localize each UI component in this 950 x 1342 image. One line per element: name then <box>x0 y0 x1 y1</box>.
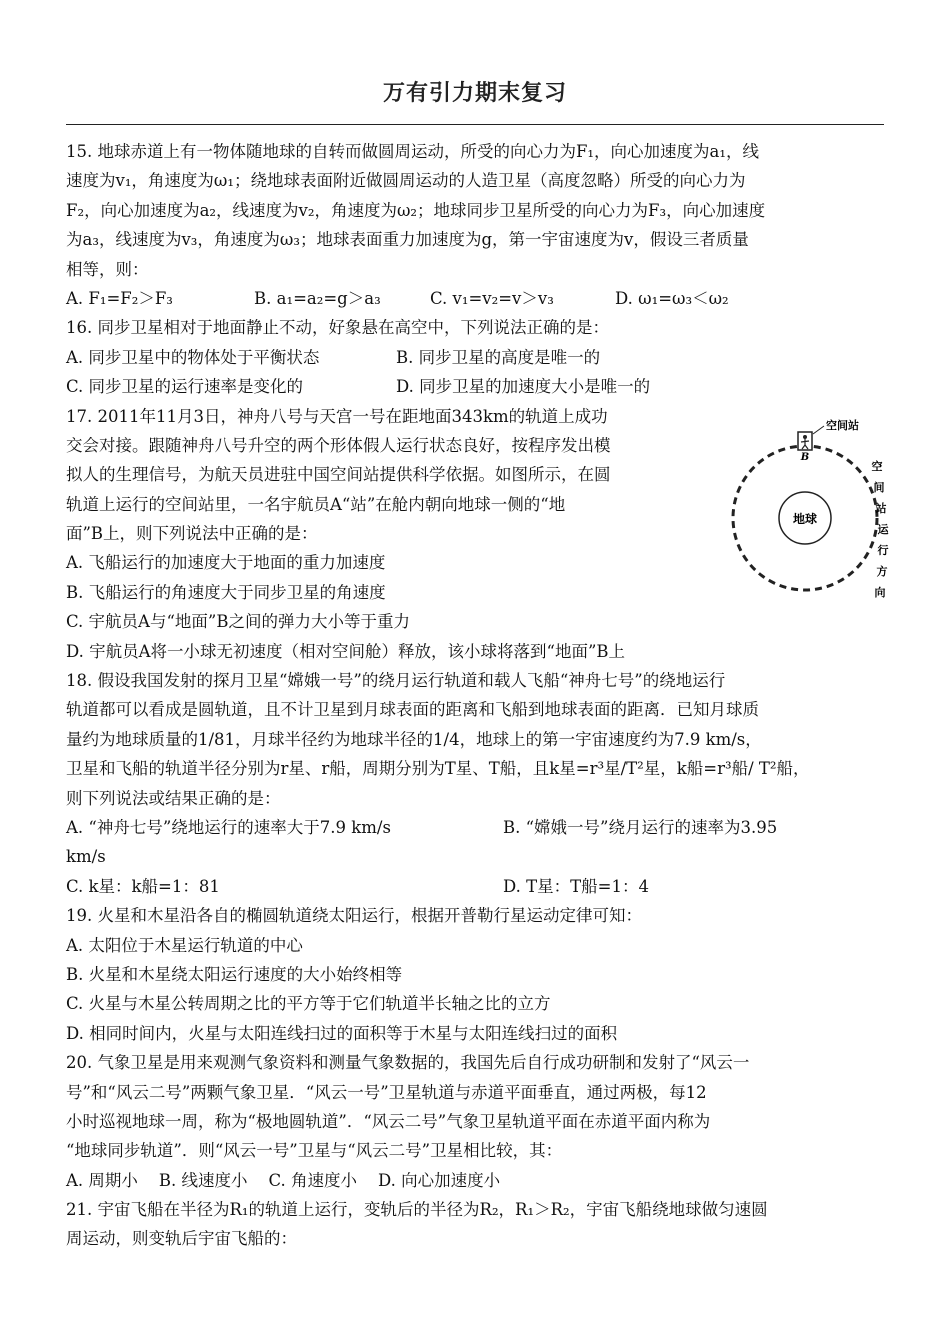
direction-char: 行 <box>877 544 889 557</box>
page-title: 万有引力期末复习 <box>382 81 567 106</box>
q15-option-b: B. a₁=a₂=g＞a₃ <box>254 288 381 308</box>
q18-option-d: D. T星：T船=1：4 <box>503 876 649 896</box>
q21-stem-line: 周运动，则变轨后宇宙飞船的： <box>66 1229 297 1249</box>
q16-option-b: B. 同步卫星的高度是唯一的 <box>396 347 601 367</box>
q18-stem-line: 则下列说法或结果正确的是： <box>66 788 281 808</box>
q20-stem-line: 20. 气象卫星是用来观测气象资料和测量气象数据的，我国先后自行成功研制和发射了“风云一 <box>66 1053 750 1073</box>
station-leader-line <box>813 426 824 434</box>
q15-options <box>66 284 884 313</box>
q18-option-b-continued: km/s <box>66 847 106 867</box>
station-label: 空间站 <box>826 419 859 432</box>
question-list <box>66 137 884 1254</box>
q19-stem: 19. 火星和木星沿各自的椭圆轨道绕太阳运行，根据开普勒行星运动定律可知： <box>66 906 642 926</box>
q17-stem-line: 交会对接。跟随神舟八号升空的两个形体假人运行状态良好，按程序发出模 <box>66 435 611 455</box>
q18-option-c: C. k星：k船=1：81 <box>66 876 220 896</box>
q17-stem-line: 17. 2011年11月3日，神舟八号与天宫一号在距地面343km的轨道上成功 <box>66 406 608 426</box>
q19-option-c: C. 火星与木星公转周期之比的平方等于它们轨道半长轴之比的立方 <box>66 994 551 1014</box>
q16-option-a: A. 同步卫星中的物体处于平衡状态 <box>66 347 320 367</box>
question-21 <box>66 1195 884 1254</box>
q17-option-a: A. 飞船运行的加速度大于地面的重力加速度 <box>66 553 386 573</box>
q19-option-a: A. 太阳位于木星运行轨道的中心 <box>66 935 303 955</box>
q20-stem-line: 小时巡视地球一周，称为“极地圆轨道”．“风云二号”气象卫星轨道平面在赤道平面内称为 <box>66 1111 711 1131</box>
question-16 <box>66 313 884 401</box>
q18-option-a: A. “神舟七号”绕地运行的速率大于7.9 km/s <box>66 817 391 837</box>
direction-char: 间 <box>873 481 885 494</box>
q18-stem-line: 18. 假设我国发射的探月卫星“嫦娥一号”的绕月运行轨道和载人飞船“神舟七号”的绕地运行 <box>66 671 726 691</box>
q16-option-c: C. 同步卫星的运行速率是变化的 <box>66 377 304 397</box>
astronaut-head-icon <box>803 435 807 439</box>
q16-option-d: D. 同步卫星的加速度大小是唯一的 <box>396 377 651 397</box>
q18-stem-line: 量约为地球质量的1/81，月球半径约为地球半径的1/4，地球上的第一宇宙速度约为7.9 km/s， <box>66 729 762 749</box>
earth-label: 地球 <box>792 512 818 526</box>
title-divider <box>66 124 884 125</box>
direction-char: 运 <box>877 523 889 536</box>
q16-stem: 16. 同步卫星相对于地面静止不动，好象悬在高空中，下列说法正确的是： <box>66 318 609 338</box>
q15-option-d: D. ω₁=ω₃＜ω₂ <box>615 288 729 308</box>
point-b-label: B <box>800 452 810 463</box>
direction-label <box>872 459 890 599</box>
direction-char: 方 <box>876 565 888 578</box>
q17-orbit-diagram <box>727 412 897 612</box>
q20-stem-line: “地球同步轨道”．则“风云一号”卫星与“风云二号”卫星相比较，其： <box>66 1141 563 1161</box>
q17-option-d: D. 宇航员A将一小球无初速度（相对空间舱）释放，该小球将落到“地面”B上 <box>66 641 626 661</box>
q20-stem-line: 号”和“风云二号”两颗气象卫星．“风云一号”卫星轨道与赤道平面垂直，通过两极，每12 <box>66 1082 707 1102</box>
direction-char: 站 <box>875 502 887 515</box>
q17-stem-line: 拟人的生理信号，为航天员进驻中国空间站提供科学依据。如图所示，在圆 <box>66 465 611 485</box>
q18-options-row-1 <box>66 813 884 842</box>
direction-char: 向 <box>874 586 886 599</box>
q18-option-b: B. “嫦娥一号”绕月运行的速率为3.95 <box>503 817 778 837</box>
q19-option-d: D. 相同时间内，火星与太阳连线扫过的面积等于木星与太阳连线扫过的面积 <box>66 1023 618 1043</box>
q15-stem-line: F₂，向心加速度为a₂，线速度为v₂，角速度为ω₂；地球同步卫星所受的向心力为F₃，向心加速度 <box>66 200 766 220</box>
question-19 <box>66 901 884 1048</box>
q18-options-row-2 <box>66 872 884 901</box>
question-18 <box>66 666 884 901</box>
q15-stem-line: 速度为v₁，角速度为ω₁；绕地球表面附近做圆周运动的人造卫星（高度忽略）所受的向心力为 <box>66 171 746 191</box>
q15-stem-line: 相等，则： <box>66 259 149 279</box>
q15-option-c: C. v₁=v₂=v＞v₃ <box>430 288 554 308</box>
orbit-diagram-svg <box>727 412 897 612</box>
q15-stem-line: 为a₃，线速度为v₃，角速度为ω₃；地球表面重力加速度为g，第一宇宙速度为v，假设三者质量 <box>66 230 749 250</box>
question-20 <box>66 1048 884 1195</box>
q16-options-row-2 <box>66 372 884 401</box>
q17-stem-line: 轨道上运行的空间站里，一名宇航员A“站”在舱内朝向地球一侧的“地 <box>66 494 566 514</box>
q15-stem-line: 15. 地球赤道上有一物体随地球的自转而做圆周运动，所受的向心力为F₁，向心加速度为a₁，线 <box>66 142 759 161</box>
q16-options-row-1 <box>66 343 884 372</box>
q15-option-a: A. F₁=F₂＞F₃ <box>66 288 173 308</box>
q21-stem-line: 21. 宇宙飞船在半径为R₁的轨道上运行，变轨后的半径为R₂，R₁＞R₂，宇宙飞船绕地球做匀速圆 <box>66 1200 768 1220</box>
q17-option-b: B. 飞船运行的角速度大于同步卫星的角速度 <box>66 582 386 602</box>
direction-char: 空 <box>871 460 883 473</box>
q18-stem-line: 轨道都可以看成是圆轨道，且不计卫星到月球表面的距离和飞船到地球表面的距离．已知月球质 <box>66 700 759 720</box>
q19-option-b: B. 火星和木星绕太阳运行速度的大小始终相等 <box>66 964 403 984</box>
q17-stem-line: 面”B上，则下列说法中正确的是： <box>66 524 318 544</box>
q20-options: A. 周期小 B. 线速度小 C. 角速度小 D. 向心加速度小 <box>66 1170 501 1190</box>
q18-stem-line: 卫星和飞船的轨道半径分别为r星、r船，周期分别为T星、T船，且k星=r³星/T²星，k船=r³船/ T²船， <box>66 759 810 779</box>
q17-option-c: C. 宇航员A与“地面”B之间的弹力大小等于重力 <box>66 612 410 632</box>
question-15 <box>66 137 884 313</box>
